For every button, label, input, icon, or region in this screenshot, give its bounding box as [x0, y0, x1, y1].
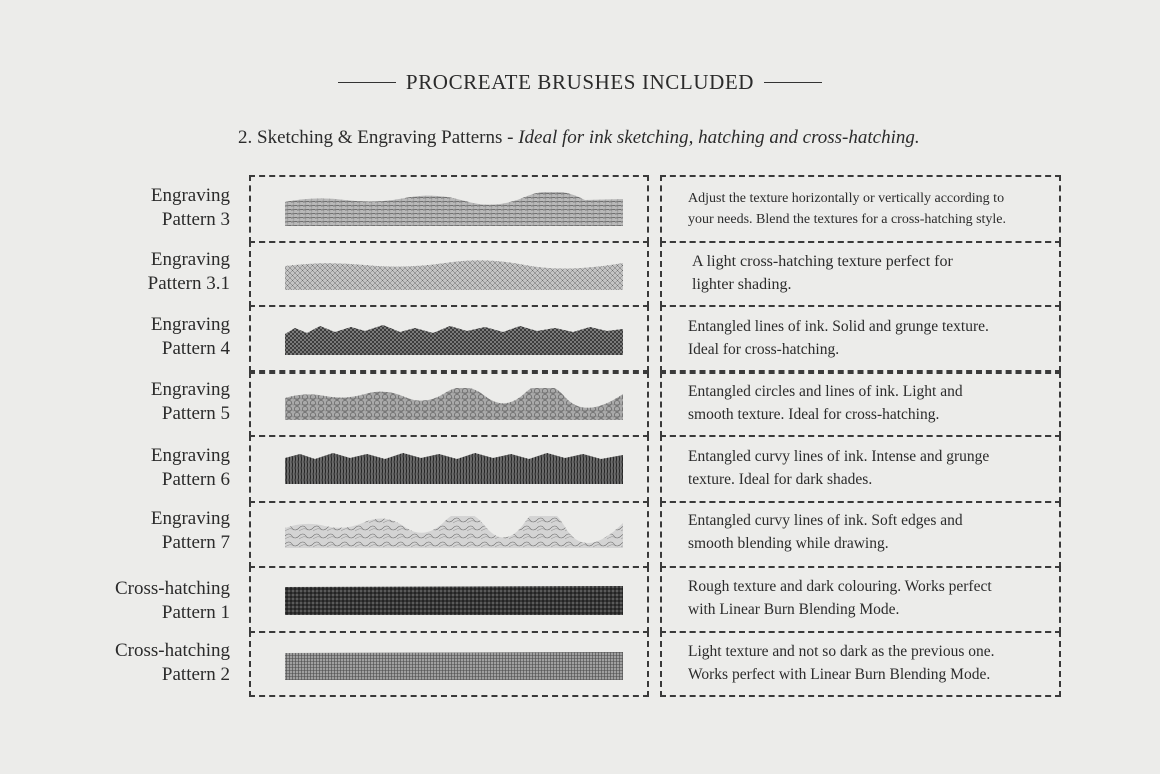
header-rule-right — [764, 82, 822, 83]
brush-desc-7: Rough texture and dark colouring. Works perfect with Linear Burn Blending Mode. — [688, 578, 992, 618]
brush-stroke-cross-hatching-2 — [285, 648, 623, 682]
brush-desc-1: Adjust the texture horizontally or vertically according to your needs. Blend the textures for a cross-hatching style. — [688, 191, 1007, 227]
brush-name-3: Engraving Pattern 4 — [150, 314, 230, 359]
page-header — [0, 70, 1160, 95]
brush-stroke-engraving-4 — [285, 322, 623, 356]
brush-name-6: Engraving Pattern 7 — [150, 508, 230, 553]
brush-desc-2: A light cross-hatching texture perfect for lighter shading. — [692, 253, 953, 293]
brush-stroke-engraving-5 — [285, 388, 623, 422]
brush-name-7: Cross-hatching Pattern 1 — [114, 578, 230, 623]
brush-desc-6: Entangled curvy lines of ink. Soft edges and smooth blending while drawing. — [688, 512, 963, 552]
page-title: PROCREATE BRUSHES INCLUDED — [405, 70, 755, 94]
brush-desc-5: Entangled curvy lines of ink. Intense and grunge texture. Ideal for dark shades. — [688, 448, 990, 488]
header-rule-left — [338, 82, 396, 83]
brush-stroke-cross-hatching-1 — [285, 583, 623, 617]
brush-stroke-engraving-6 — [285, 450, 623, 486]
section-subtitle — [238, 127, 920, 149]
brush-desc-8: Light texture and not so dark as the previous one. Works perfect with Linear Burn Blending Mode. — [688, 643, 995, 683]
section-number-title: 2. Sketching & Engraving Patterns - — [238, 127, 514, 148]
brush-stroke-engraving-7 — [285, 516, 623, 550]
brush-desc-4: Entangled circles and lines of ink. Light and smooth texture. Ideal for cross-hatching. — [688, 383, 963, 423]
section-italic-note: Ideal for ink sketching, hatching and cross-hatching. — [518, 127, 920, 148]
brush-name-2: Engraving Pattern 3.1 — [147, 249, 230, 294]
brush-desc-3: Entangled lines of ink. Solid and grunge texture. Ideal for cross-hatching. — [688, 318, 989, 358]
brush-name-4: Engraving Pattern 5 — [150, 379, 230, 424]
brush-stroke-engraving-3 — [285, 192, 623, 228]
brush-stroke-engraving-3-1 — [285, 258, 623, 292]
brush-name-5: Engraving Pattern 6 — [150, 445, 230, 490]
brush-name-8: Cross-hatching Pattern 2 — [114, 640, 230, 685]
brush-name-1: Engraving Pattern 3 — [150, 185, 230, 230]
